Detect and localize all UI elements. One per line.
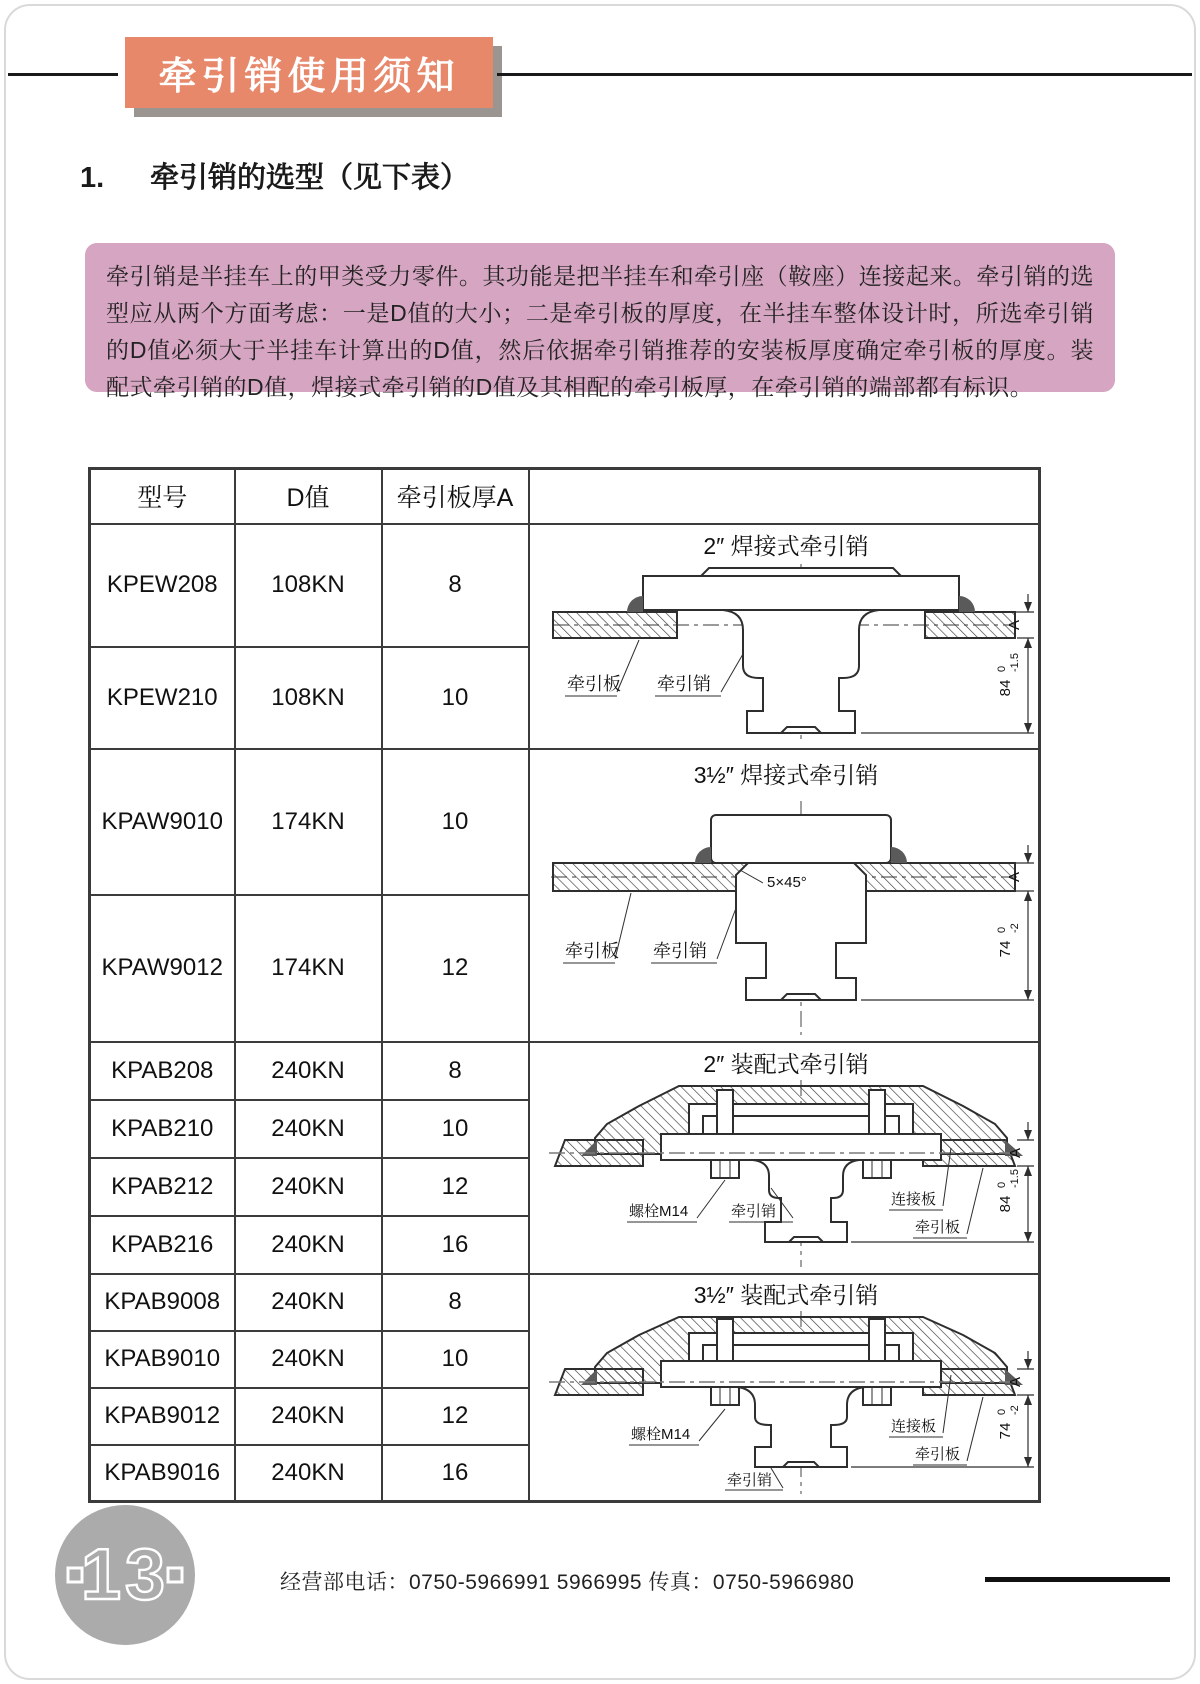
leader-pin (721, 654, 743, 692)
cell-dvalue: 240KN (235, 1388, 382, 1445)
diagram-3-5in-welded-kingpin (529, 749, 1040, 1042)
table-row (90, 1042, 1040, 1100)
cell-model: KPAB9010 (90, 1331, 235, 1388)
cell-thickness: 8 (382, 1274, 529, 1331)
dim-a-label: A (1007, 1377, 1025, 1388)
dim-a-label: A (1006, 619, 1024, 630)
dim-height-lower-tol: -2 (1009, 922, 1022, 933)
cell-thickness: 10 (382, 1331, 529, 1388)
col-header-plate-thickness: 牵引板厚A (382, 469, 529, 524)
traction-plate-right (849, 863, 1015, 891)
weld-bead-right (959, 596, 975, 612)
kingpin-body (753, 1160, 859, 1242)
cell-thickness: 10 (382, 647, 529, 749)
dim-height-nominal: 84 (997, 679, 1015, 696)
weld-bead-left (627, 596, 643, 612)
cell-thickness: 10 (382, 749, 529, 895)
kingpin-selection-table (88, 467, 1041, 1503)
page-title: 牵引销使用须知 (158, 56, 460, 98)
section-title: 牵引销的选型（见下表） (150, 162, 470, 194)
cell-model: KPAW9012 (90, 895, 235, 1042)
weld-bead-left (695, 847, 711, 863)
leader-bolt (699, 1409, 725, 1441)
label-kingpin: 牵引销 (731, 1202, 777, 1220)
label-kingpin: 牵引销 (657, 673, 712, 694)
dimension-height (861, 638, 1034, 733)
page-number-graphic (55, 1505, 195, 1645)
dim-height-nominal: 84 (997, 1195, 1015, 1212)
cell-model: KPAW9010 (90, 749, 235, 895)
label-adapter-plate: 连接板 (891, 1190, 937, 1208)
footer-rule (985, 1577, 1170, 1582)
table-row (90, 749, 1040, 895)
cell-dvalue: 240KN (235, 1158, 382, 1216)
dim-a-label: A (1007, 1147, 1025, 1158)
col-header-dvalue: D值 (235, 469, 382, 524)
dim-height-upper-tol: 0 (996, 1409, 1009, 1416)
label-traction-plate: 牵引板 (915, 1446, 961, 1464)
label-bolt: 螺栓M14 (629, 1202, 689, 1220)
label-kingpin: 牵引销 (727, 1472, 773, 1490)
col-header-diagram (529, 469, 1040, 524)
cell-model: KPAB9008 (90, 1274, 235, 1331)
bolt-head-left (711, 1387, 739, 1405)
page-number: 13 (80, 1535, 170, 1615)
cell-dvalue: 240KN (235, 1042, 382, 1100)
cell-thickness: 10 (382, 1100, 529, 1158)
cell-model: KPAB9012 (90, 1388, 235, 1445)
pin-top-cap (701, 568, 901, 576)
diagram-2in-welded-drawing (531, 528, 1036, 747)
label-kingpin: 牵引销 (653, 940, 708, 961)
dimension-height (861, 891, 1034, 1000)
bolt-head-right (863, 1160, 891, 1178)
cell-dvalue: 240KN (235, 1331, 382, 1388)
intro-text: 牵引销是半挂车上的甲类受力零件。其功能是把半挂车和牵引座（鞍座）连接起来。牵引销的选型应从两个方面考虑：一是D值的大小；二是牵引板的厚度，在半挂车整体设计时，所选牵引销的D值必须大于半挂车计算出的D值，然后依据牵引销推荐的安装板厚度确定牵引板的厚度。装配式牵引销的D值，焊接式牵引销的D值及其相配的牵引板厚，在牵引销的端部都有标识。 (106, 263, 1094, 400)
cell-model: KPAB208 (90, 1042, 235, 1100)
kingpin-body (737, 1387, 865, 1467)
cell-thickness: 8 (382, 1042, 529, 1100)
cell-dvalue: 174KN (235, 749, 382, 895)
pin-flange-plate (661, 1361, 941, 1387)
diagram-3-5in-welded-drawing (531, 753, 1036, 1040)
badge-square-left (68, 1568, 82, 1582)
bolt-head-right (863, 1387, 891, 1405)
page-title-banner (125, 37, 493, 108)
bolt-shank-right (869, 1090, 885, 1134)
bolt-shank-left (717, 1090, 733, 1134)
cell-thickness: 12 (382, 895, 529, 1042)
dim-height-lower-tol: -1.5 (1009, 1168, 1022, 1188)
dim-height-upper-tol: 0 (996, 926, 1009, 933)
cell-thickness: 16 (382, 1216, 529, 1274)
cell-model: KPEW208 (90, 524, 235, 647)
diagram-title: 3½″ 焊接式牵引销 (693, 761, 879, 788)
dim-height-lower-tol: -2 (1009, 1405, 1022, 1416)
cell-thickness: 12 (382, 1388, 529, 1445)
dim-height-upper-tol: 0 (996, 1181, 1009, 1188)
cell-model: KPAB216 (90, 1216, 235, 1274)
pin-top-flange (643, 576, 959, 610)
cell-model: KPAB210 (90, 1100, 235, 1158)
table-header-row (90, 469, 1040, 524)
header-rule-right (497, 73, 1192, 76)
cell-thickness: 16 (382, 1445, 529, 1502)
cell-thickness: 12 (382, 1158, 529, 1216)
diagram-title: 2″ 焊接式牵引销 (703, 532, 869, 559)
traction-plate-left (553, 863, 753, 891)
table-row (90, 1274, 1040, 1331)
traction-plate-left (553, 612, 677, 638)
label-chamfer: 5×45° (767, 873, 808, 891)
diagram-title: 2″ 装配式牵引销 (703, 1050, 869, 1077)
diagram-2in-bolted-drawing (531, 1046, 1036, 1272)
section-heading (80, 155, 469, 196)
diagram-2in-welded-kingpin (529, 524, 1040, 749)
diagram-3-5in-bolted-kingpin (529, 1274, 1040, 1502)
cell-dvalue: 108KN (235, 524, 382, 647)
dim-height-upper-tol: 0 (996, 665, 1009, 672)
pin-flange-plate (661, 1134, 941, 1160)
diagram-title: 3½″ 装配式牵引销 (693, 1282, 879, 1309)
cell-dvalue: 108KN (235, 647, 382, 749)
cell-dvalue: 240KN (235, 1445, 382, 1502)
diagram-3-5in-bolted-drawing (531, 1277, 1036, 1499)
cell-thickness: 8 (382, 524, 529, 647)
cell-model: KPEW210 (90, 647, 235, 749)
intro-highlight-box (85, 243, 1115, 400)
bolt-shank-left (717, 1319, 733, 1361)
section-number: 1. (80, 162, 105, 194)
leader-plate (967, 1397, 983, 1461)
leader-bolt (697, 1180, 725, 1218)
label-adapter-plate: 连接板 (891, 1418, 937, 1436)
dim-height-nominal: 74 (997, 940, 1015, 957)
leader-plate (967, 1168, 983, 1234)
dim-a-label: A (1006, 871, 1024, 882)
weld-bead-right (891, 847, 907, 863)
kingpin-body (723, 610, 879, 733)
header-rule-left (8, 73, 118, 76)
page-number-badge (55, 1505, 195, 1645)
cell-model: KPAB212 (90, 1158, 235, 1216)
label-traction-plate: 牵引板 (567, 673, 622, 694)
cell-dvalue: 240KN (235, 1100, 382, 1158)
label-traction-plate: 牵引板 (565, 940, 620, 961)
bolt-head-left (711, 1160, 739, 1178)
pin-top-flange (711, 815, 891, 863)
leader-pin (717, 908, 736, 959)
label-traction-plate: 牵引板 (915, 1218, 961, 1236)
bolt-shank-right (869, 1319, 885, 1361)
table-row (90, 524, 1040, 647)
footer-contact: 经营部电话：0750-5966991 5966995 传真：0750-5966980 (280, 1571, 855, 1594)
dim-height-lower-tol: -1.5 (1009, 652, 1022, 672)
label-bolt: 螺栓M14 (631, 1426, 691, 1444)
diagram-2in-bolted-kingpin (529, 1042, 1040, 1274)
col-header-model: 型号 (90, 469, 235, 524)
cell-model: KPAB9016 (90, 1445, 235, 1502)
cell-dvalue: 240KN (235, 1274, 382, 1331)
dim-height-nominal: 74 (997, 1422, 1015, 1440)
cell-dvalue: 174KN (235, 895, 382, 1042)
leader-pin (771, 1468, 783, 1488)
badge-square-right (168, 1568, 182, 1582)
traction-plate-right (925, 612, 1015, 638)
cell-dvalue: 240KN (235, 1216, 382, 1274)
